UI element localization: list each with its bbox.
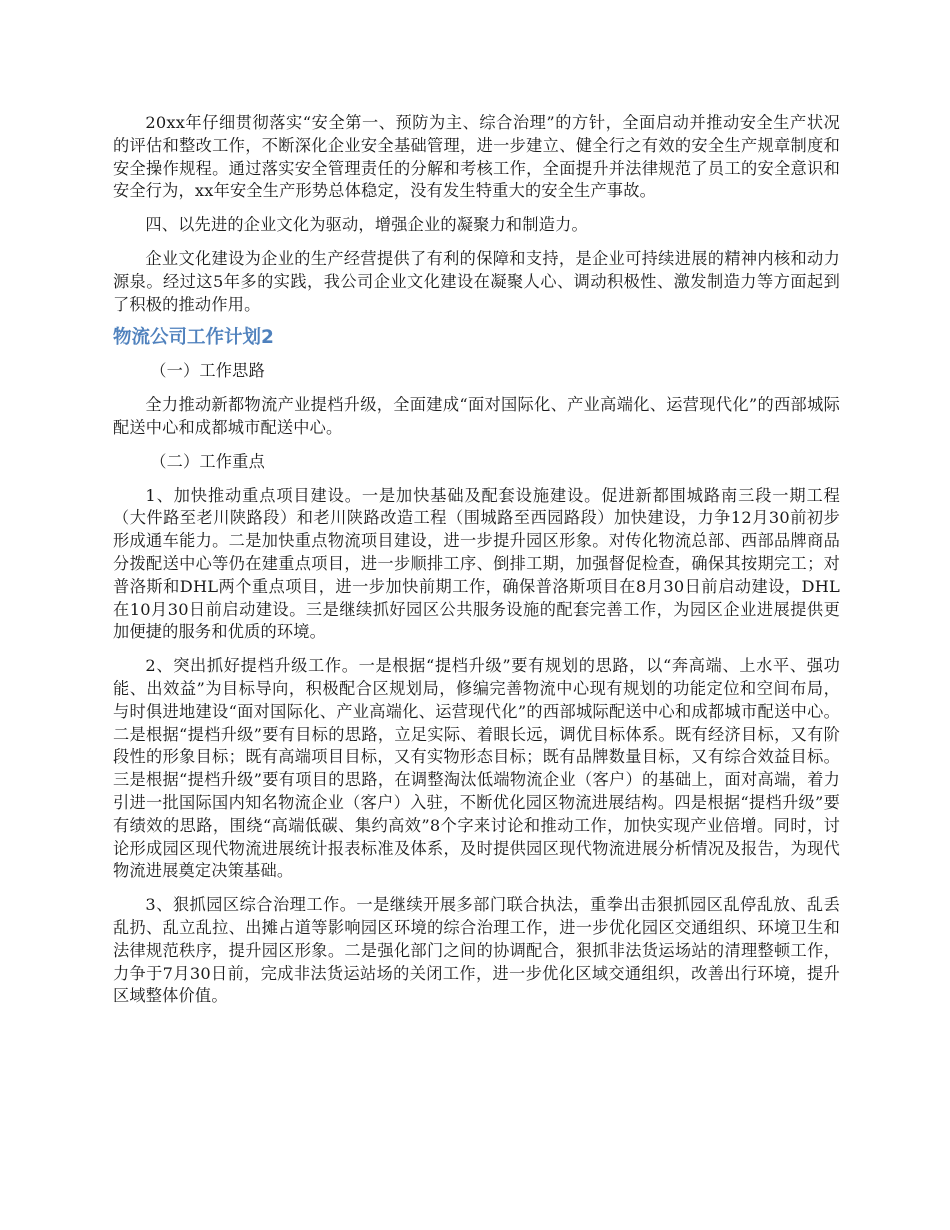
paragraph-upgrade-work: 2、突出抓好提档升级工作。一是根据“提档升级”要有规划的思路，以“奔高端、上水平、强功能、出效益”为目标导向，积极配合区规划局，修编完善物流中心现有规划的功能定位和空间布局，与时俱进地建设“面对国际化、产业高端化、运营现代化”的西部城际配送中心和成都城市配送中心。二是根据“提档升级”要有目标的思路，立足实际、着眼长远，调优目标体系。既有经济目标，又有阶段性的形象目标；既有高端项目目标，又有实物形态目标；既有品牌数量目标，又有综合效益目标。三是根据“提档升级”要有项目的思路，在调整淘汰低端物流企业（客户）的基础上，面对高端，着力引进一批国际国内知名物流企业（客户）入驻，不断优化园区物流进展结构。四是根据“提档升级”要有绩效的思路，围绕“高端低碳、集约高效”8个字来讨论和推动工作，加快实现产业倍增。同时，讨论形成园区现代物流进展统计报表标准及体系，及时提供园区现代物流进展分析情况及报告，为现代物流进展奠定决策基础。 bbox=[113, 656, 840, 881]
document-page bbox=[113, 112, 840, 1008]
subheading-work-focus: （二）工作重点 bbox=[150, 451, 265, 471]
subheading-work-approach: （一）工作思路 bbox=[150, 361, 265, 381]
paragraph-section-four-title: 四、以先进的企业文化为驱动，增强企业的凝聚力和制造力。 bbox=[145, 215, 588, 235]
paragraph-comprehensive-governance: 3、狠抓园区综合治理工作。一是继续开展多部门联合执法，重拳出击狠抓园区乱停乱放、乱丢乱扔、乱立乱拉、出摊占道等影响园区环境的综合治理工作，进一步优化园区交通组织、环境卫生和法律规范秩序，提升园区形象。二是强化部门之间的协调配合，狠抓非法货运场站的清理整顿工作，力争于7月30日前，完成非法货运站场的关闭工作，进一步优化区域交通组织，改善出行环境，提升区域整体价值。 bbox=[113, 895, 840, 1006]
section-heading: 物流公司工作计划2 bbox=[113, 327, 274, 349]
paragraph-work-approach: 全力推动新都物流产业提档升级，全面建成“面对国际化、产业高端化、运营现代化”的西部城际配送中心和成都城市配送中心。 bbox=[113, 395, 840, 437]
paragraph-key-projects: 1、加快推动重点项目建设。一是加快基础及配套设施建设。促进新都围城路南三段一期工程（大件路至老川陕路段）和老川陕路改造工程（围城路至西园路段）加快建设，力争12月30前初步形成通车能力。二是加快重点物流项目建设，进一步提升园区形象。对传化物流总部、西部品牌商品分拨配送中心等仍在建重点项目，进一步顺排工序、倒排工期，加强督促检查，确保其按期完工；对普洛斯和DHL两个重点项目，进一步加快前期工作，确保普洛斯项目在8月30日前启动建设，DHL在10月30日前启动建设。三是继续抓好园区公共服务设施的配套完善工作，为园区企业进展提供更加便捷的服务和优质的环境。 bbox=[113, 485, 840, 642]
paragraph-safety-summary: 20xx年仔细贯彻落实“安全第一、预防为主、综合治理”的方针，全面启动并推动安全生产状况的评估和整改工作，不断深化企业安全基础管理，进一步建立、健全行之有效的安全生产规章制度和安全操作规程。通过落实安全管理责任的分解和考核工作，全面提升并法律规范了员工的安全意识和安全行为，xx年安全生产形势总体稳定，没有发生特重大的安全生产事故。 bbox=[113, 113, 840, 201]
paragraph-corporate-culture: 企业文化建设为企业的生产经营提供了有利的保障和支持，是企业可持续进展的精神内核和动力源泉。经过这5年多的实践，我公司企业文化建设在凝聚人心、调动积极性、激发制造力等方面起到了积极的推动作用。 bbox=[113, 248, 840, 314]
